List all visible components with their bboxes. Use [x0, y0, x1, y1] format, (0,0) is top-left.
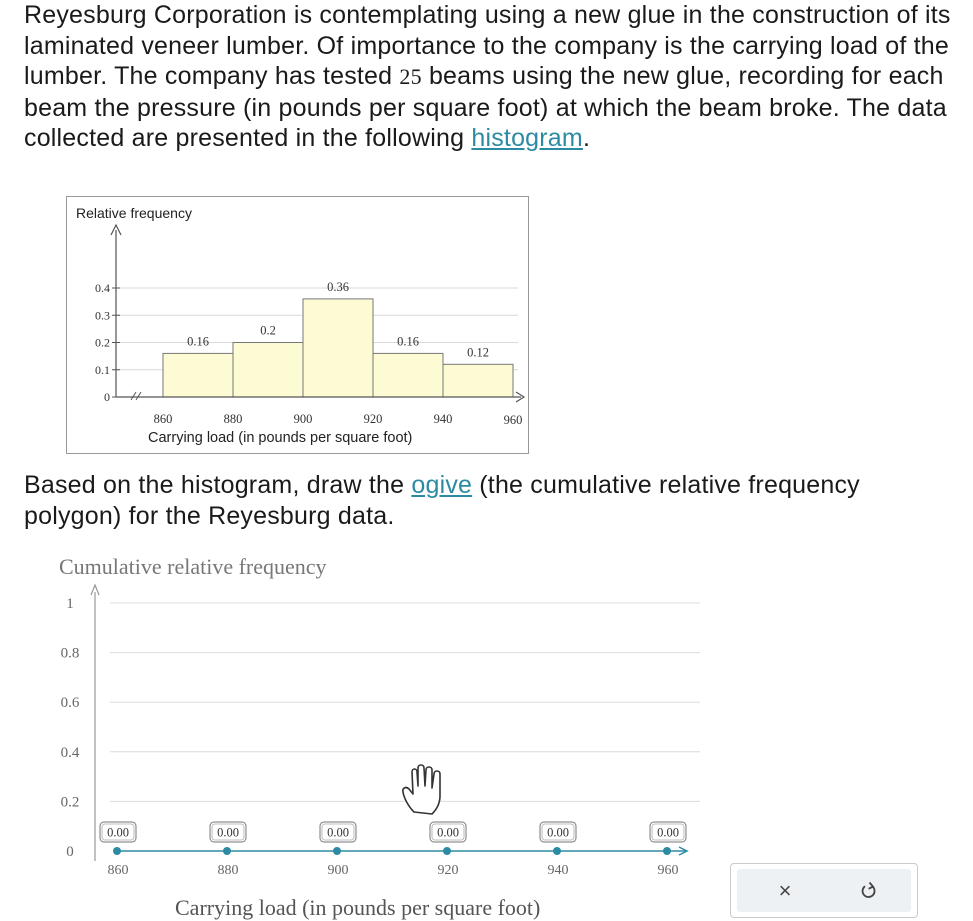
ogive-x-tick-label: 880	[217, 863, 239, 878]
problem-text-2: beams using the new glue, recording for each beam the pressure (in pounds per square foot) at which the beam broke. The data collected are presented in the following	[24, 62, 947, 152]
hist-x-axis-title: Carrying load (in pounds per square foot)	[148, 430, 413, 446]
hist-x-tick-label: 960	[503, 413, 523, 427]
hist-x-tick-label: 900	[293, 412, 313, 426]
close-icon: ×	[778, 877, 792, 903]
hist-bar-value-label: 0.12	[467, 345, 489, 360]
ogive-x-tick-label: 960	[657, 863, 679, 878]
ogive-point[interactable]	[223, 847, 231, 855]
ogive-link[interactable]: ogive	[411, 471, 473, 499]
hist-x-tick-label: 880	[223, 412, 243, 426]
hist-x-tick-label: 860	[153, 412, 173, 426]
ogive-y-axis-title: Cumulative relative frequency	[59, 554, 327, 579]
hist-bar-value-label: 0.16	[397, 334, 419, 349]
ogive-y-tick-label: 0.4	[60, 744, 80, 761]
ogive-point-group[interactable]	[430, 822, 466, 855]
ogive-y-tick-label: 1	[66, 596, 74, 612]
hist-x-tick-label: 940	[433, 412, 453, 426]
hist-y-tick-label: 0.1	[95, 362, 110, 377]
ogive-point[interactable]	[443, 847, 451, 855]
hist-bar-value-label: 0.2	[260, 323, 276, 338]
ogive-y-tick-label: 0	[66, 844, 74, 860]
ogive-point[interactable]	[333, 847, 341, 855]
ogive-point[interactable]	[113, 847, 121, 855]
ogive-point[interactable]	[663, 847, 671, 855]
hand-pointer-icon	[403, 765, 440, 814]
ogive-y-tick-label: 0.8	[60, 645, 80, 662]
undo-button[interactable]	[825, 869, 913, 912]
hist-y-tick-label: 0.4	[95, 281, 110, 295]
ogive-point-value-label: 0.00	[657, 825, 679, 840]
prompt-text-2: (the cumulative relative frequency polygon) for the Reyesburg data.	[24, 471, 860, 530]
undo-icon	[860, 881, 878, 901]
hist-y-tick-label: 0.2	[95, 335, 110, 350]
ogive-point-group[interactable]	[320, 822, 356, 855]
ogive-x-tick-label: 920	[437, 863, 459, 878]
sample-size: 25	[399, 64, 422, 89]
ogive-x-tick-label: 900	[327, 863, 349, 878]
hist-y-tick-label: 0.3	[95, 308, 110, 323]
hist-bar-value-label: 0.16	[187, 334, 209, 349]
ogive-x-tick-label: 860	[107, 863, 129, 878]
histogram-link[interactable]: histogram	[471, 124, 583, 152]
ogive-point-group[interactable]	[650, 822, 686, 855]
hist-y-tick-label: 0	[104, 390, 110, 404]
hist-bar-value-label: 0.36	[327, 279, 349, 294]
ogive-point[interactable]	[553, 847, 561, 855]
ogive-point-value-label: 0.00	[107, 825, 129, 840]
ogive-point-group[interactable]	[210, 822, 246, 855]
ogive-point-value-label: 0.00	[437, 825, 459, 840]
ogive-x-tick-label: 940	[547, 863, 569, 878]
hist-x-tick-label: 920	[363, 412, 383, 426]
ogive-point-group[interactable]	[100, 822, 136, 855]
clear-button[interactable]	[741, 869, 829, 912]
problem-text-1: Reyesburg Corporation is contemplating using a new glue in the construction of its laminated veneer lumber. Of importance to the company is the carrying load of the lumber. The company has tested	[24, 1, 951, 90]
hist-y-axis-title: Relative frequency	[76, 205, 192, 221]
problem-end: .	[582, 124, 591, 152]
ogive-point-value-label: 0.00	[547, 825, 569, 840]
button-group	[737, 869, 911, 912]
ogive-point-value-label: 0.00	[217, 825, 239, 840]
ogive-x-axis-title: Carrying load (in pounds per square foot)	[175, 895, 541, 920]
ogive-y-tick-label: 0.6	[60, 695, 80, 712]
hand-pointer-icon-shape	[403, 765, 440, 814]
ogive-point-value-label: 0.00	[327, 825, 349, 840]
answer-button-panel	[730, 863, 918, 918]
prompt-text-1: Based on the histogram, draw the	[24, 471, 412, 499]
ogive-point-group[interactable]	[540, 822, 576, 855]
ogive-y-tick-label: 0.2	[60, 794, 80, 811]
